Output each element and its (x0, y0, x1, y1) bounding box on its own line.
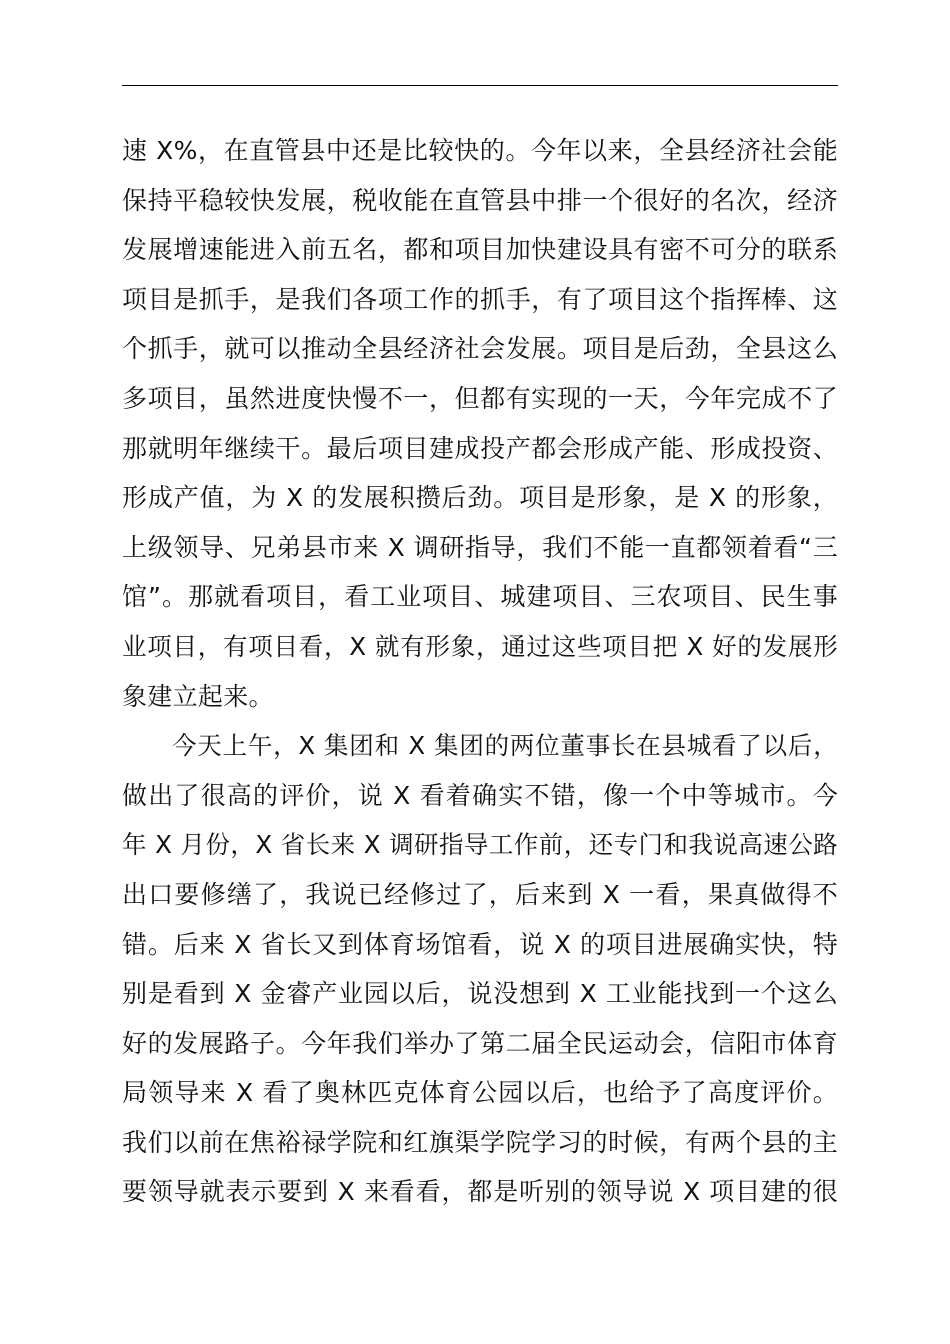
text-line: 速 X%，在直管县中还是比较快的。今年以来，全县经济社会能 (122, 136, 838, 165)
text-line: 出口要修缮了，我说已经修过了，后来到 X 一看，果真做得不 (122, 879, 838, 909)
text-line: 做出了很高的评价，说 X 看着确实不错，像一个中等城市。今 (122, 780, 838, 810)
document-body (122, 126, 838, 1217)
text-line: 多项目，虽然进度快慢不一，但都有实现的一天，今年完成不了 (122, 383, 838, 413)
text-line: 个抓手，就可以推动全县经济社会发展。项目是后劲，全县这么 (122, 334, 838, 364)
text-line: 要领导就表示要到 X 来看看，都是听别的领导说 X 项目建的很 (122, 1177, 838, 1207)
text-line: 年 X 月份，X 省长来 X 调研指导工作前，还专门和我说高速公路 (122, 830, 838, 860)
text-line: 项目是抓手，是我们各项工作的抓手，有了项目这个指挥棒、这 (122, 284, 838, 314)
text-line: 别是看到 X 金睿产业园以后，说没想到 X 工业能找到一个这么 (122, 979, 838, 1009)
text-line: 错。后来 X 省长又到体育场馆看，说 X 的项目进展确实快，特 (122, 929, 838, 959)
text-line: 上级领导、兄弟县市来 X 调研指导，我们不能一直都领着看“三 (122, 532, 838, 562)
text-line: 局领导来 X 看了奥林匹克体育公园以后，也给予了高度评价。 (122, 1078, 838, 1108)
paragraph-start-line: 今天上午，X 集团和 X 集团的两位董事长在县城看了以后， (172, 731, 838, 761)
paragraph-end-line: 象建立起来。 (122, 681, 274, 711)
text-line: 我们以前在焦裕禄学院和红旗渠学院学习的时候，有两个县的主 (122, 1127, 838, 1157)
text-line: 馆”。那就看项目，看工业项目、城建项目、三农项目、民生事 (122, 582, 838, 612)
text-line: 发展增速能进入前五名，都和项目加快建设具有密不可分的联系 (122, 235, 838, 265)
text-line: 好的发展路子。今年我们举办了第二届全民运动会，信阳市体育 (122, 1028, 838, 1058)
text-line: 保持平稳较快发展，税收能在直管县中排一个很好的名次，经济 (122, 185, 838, 215)
text-line: 业项目，有项目看，X 就有形象，通过这些项目把 X 好的发展形 (122, 631, 838, 661)
text-line: 那就明年继续干。最后项目建成投产都会形成产能、形成投资、 (122, 433, 838, 463)
header-rule (122, 85, 838, 86)
text-line: 形成产值，为 X 的发展积攒后劲。项目是形象，是 X 的形象， (122, 483, 838, 513)
